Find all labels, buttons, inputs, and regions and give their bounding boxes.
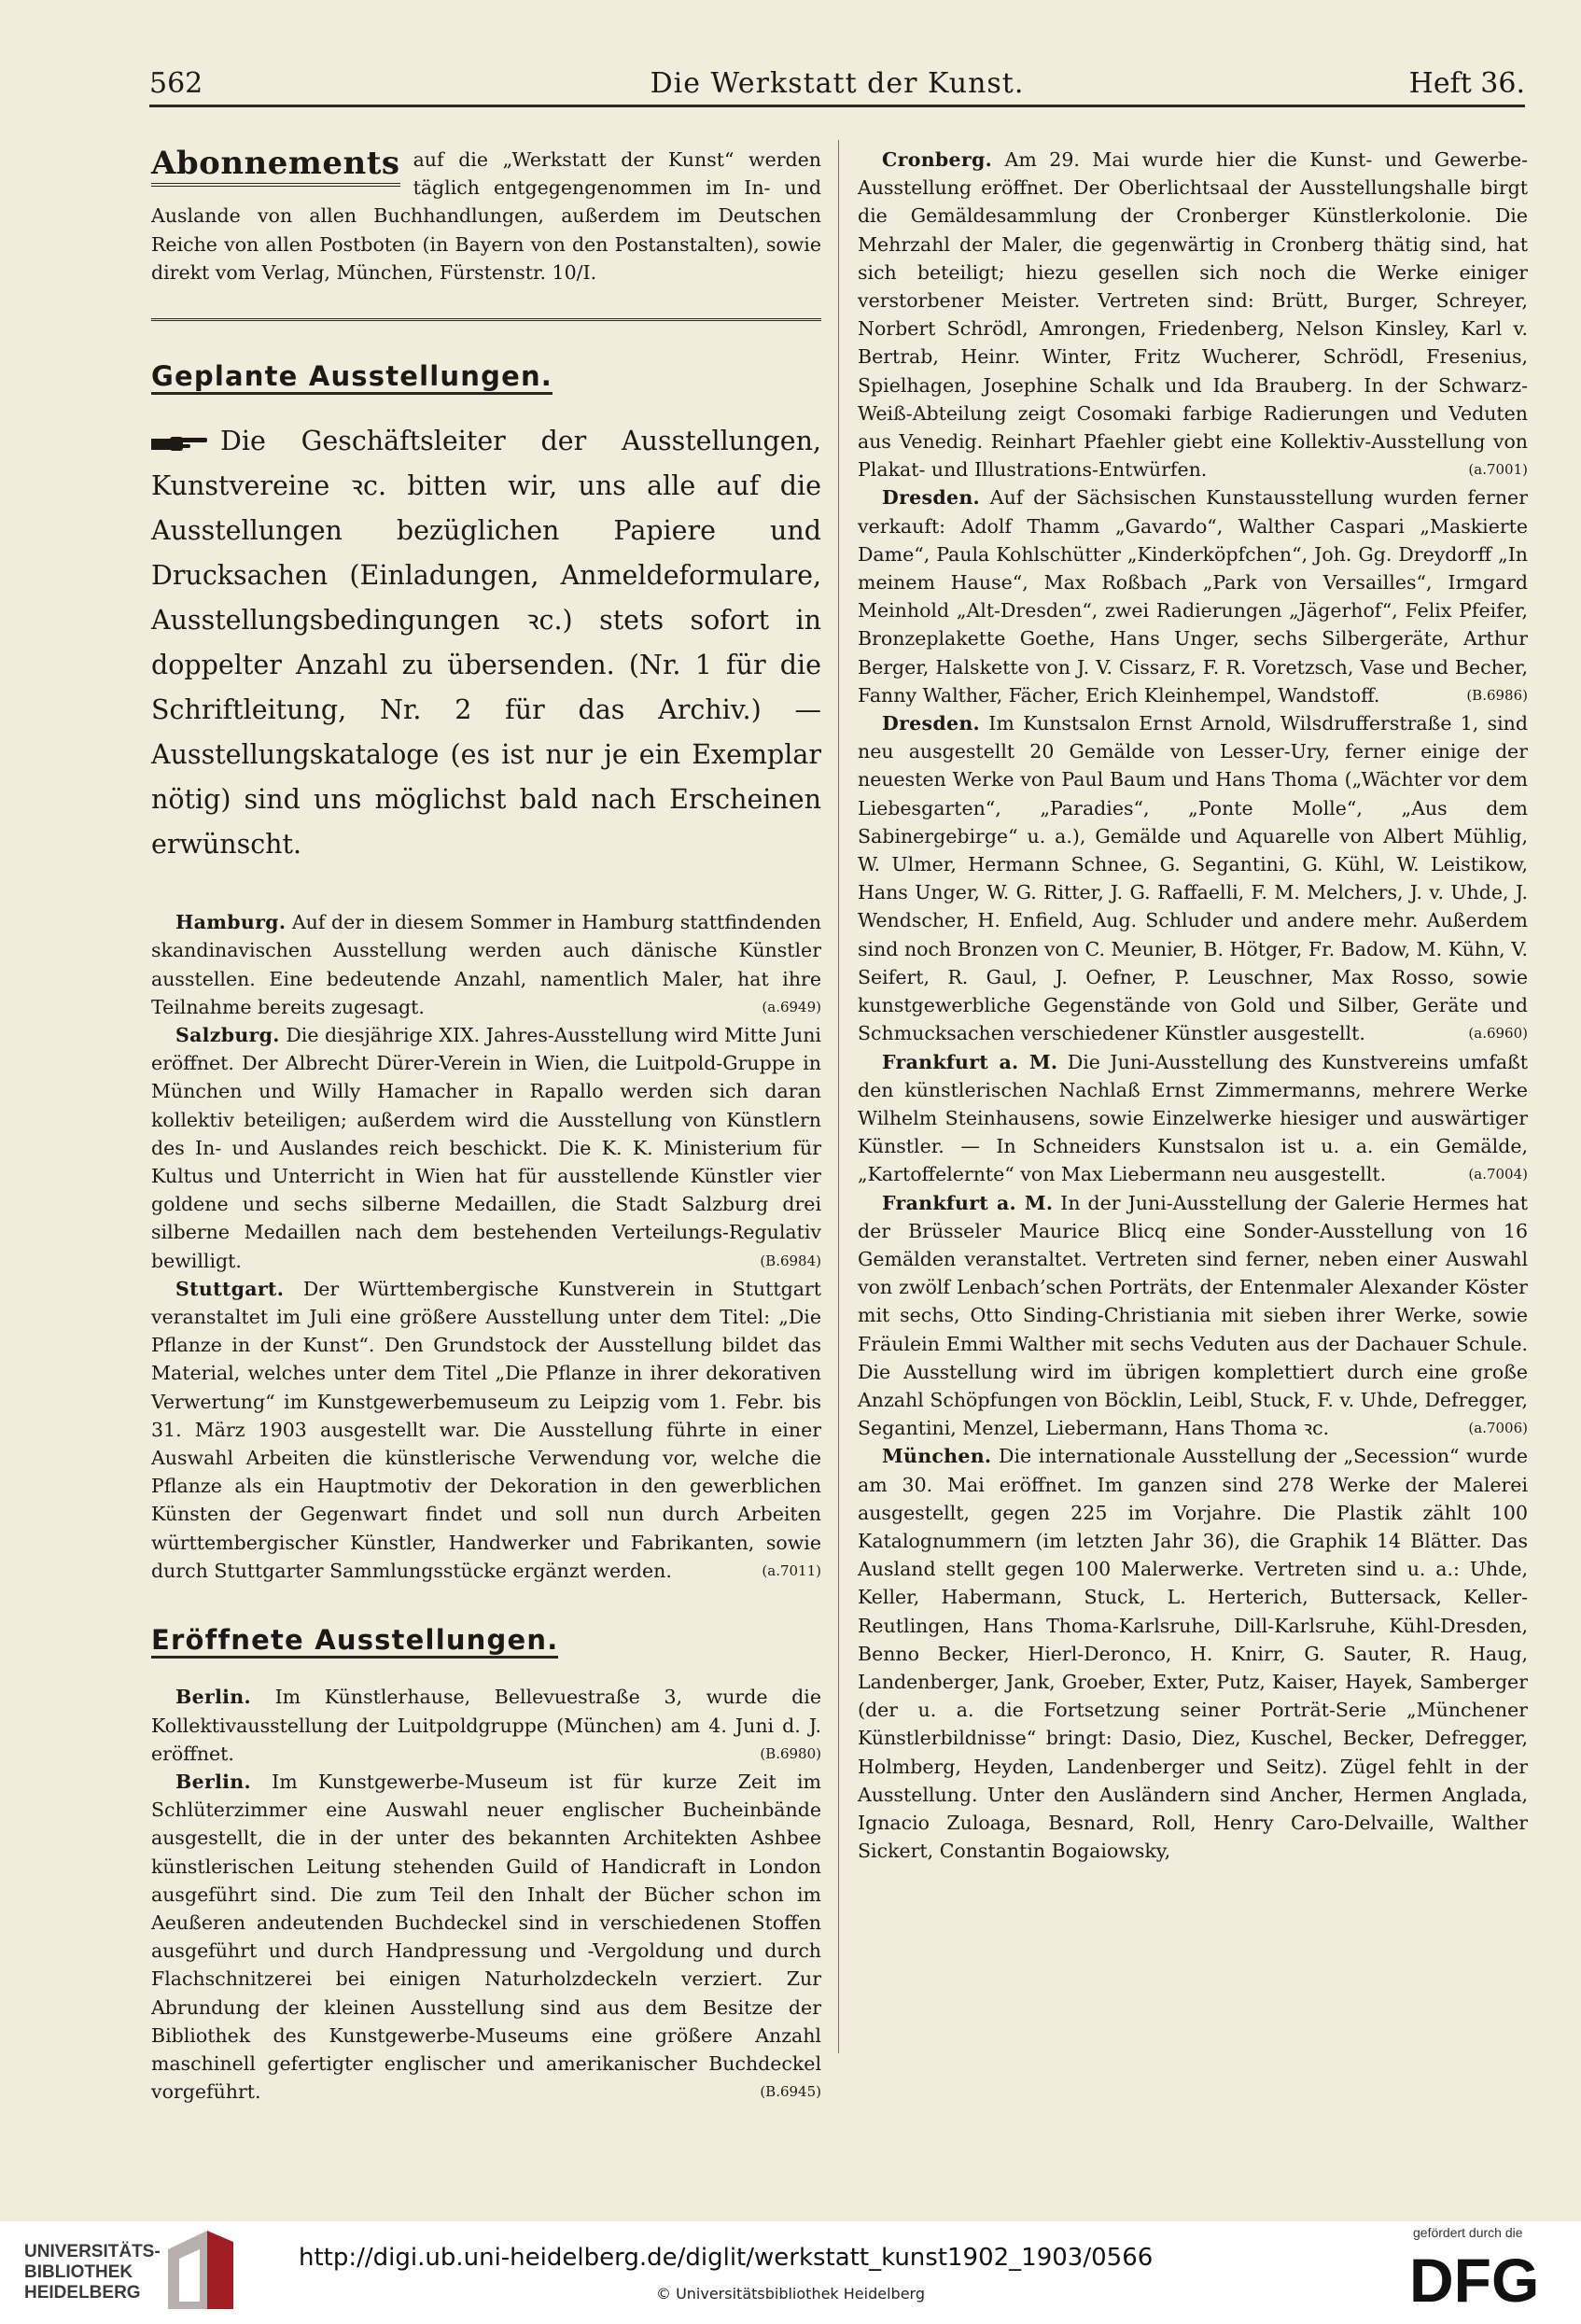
subscription-box <box>151 146 821 287</box>
entry-cronberg <box>858 146 1528 483</box>
library-name-line: UNIVERSITÄTS- <box>24 2242 161 2261</box>
entry-hamburg <box>151 908 821 1021</box>
editorial-notice <box>151 419 821 867</box>
entry-ref: (B.6984) <box>760 1252 821 1269</box>
entry-berlin-2 <box>151 1768 821 2106</box>
entry-city: Stuttgart. <box>175 1277 285 1300</box>
entry-ref: (a.6960) <box>1468 1025 1528 1043</box>
entry-text: Die diesjährige XIX. Jahres-Ausstellung wird Mitte Juni eröffnet. Der Albrecht Dürer-Verein in Wien, die Luitpold-Gruppe in München und Willy Hamacher in Rapallo werden sich daran kollektiv beteiligen; außerdem wird die Ausstellung von Künstlern des In- und Auslandes reich beschickt. Die K. K. Ministerium für Kultus und Unterricht in Wien hat für ausstellende Künstler vier goldene und sechs silberne Medaillen, die Stadt Salzburg drei silberne Medaillen nach dem bestehenden Verteilungs-Regulativ bewilligt. <box>151 1024 821 1272</box>
entry-text: Am 29. Mai wurde hier die Kunst- und Gewerbe-Ausstellung eröffnet. Der Oberlichtsaal der Ausstellungshalle birgt die Gemäldesammlung der Cronberger Künstlerkolonie. Die Mehrzahl der Maler, die gegenwärtig in Cronberg thätig sind, hat sich beteiligt; hiezu gesellen sich noch die Werke einiger verstorbener Meister. Vertreten sind: Brütt, Burger, Schreyer, Norbert Schrödl, Amrongen, Friedenberg, Nelson Kinsley, Karl v. Bertrab, Heinr. Winter, Fritz Wucherer, Schrödl, Fresenius, Spielhagen, Josephine Schalk und Ida Brauberg. In der Schwarz-Weiß-Abteilung zeigt Cosomaki farbige Radierungen und Veduten aus Venedig. Reinhart Pfaehler giebt eine Kollektiv-Ausstellung von Plakat- und Illustrations-Entwürfen. <box>858 148 1528 482</box>
copyright-text: © Universitätsbibliothek Heidelberg <box>655 2285 925 2303</box>
entry-city: Dresden. <box>882 712 980 735</box>
entry-ref: (a.7001) <box>1468 461 1528 479</box>
entry-city: Berlin. <box>175 1686 251 1709</box>
entry-text: Im Kunstsalon Ernst Arnold, Wilsdrufferstraße 1, sind neu ausgestellt 20 Gemälde von Lesser-Ury, ferner einige der neuesten Werke von Paul Baum und Hans Thoma („Wächter vor dem Liebesgarten“, „Paradies“, „Ponte Molle“, „Aus dem Sabinergebirge“ u. a.), Gemälde und Aquarelle von Albert Mühlig, W. Ulmer, Hermann Schnee, G. Segantini, G. Kühl, W. Leistikow, Hans Unger, W. G. Ritter, J. G. Raffaelli, F. M. Melchers, J. v. Uhde, J. Wendscher, H. Enfield, Aug. Schluder und andere mehr. Außerdem sind noch Bronzen von C. Meunier, B. Hötger, Fr. Badow, M. Kühn, V. Seifert, R. Gaul, J. Oefner, P. Leuschner, Max Rosso, sowie kunstgewerbliche Gegenstände von Gold und Silber, Geräte und Schmucksachen verschiedener Künstler ausgestellt. <box>858 712 1528 1045</box>
entry-ref: (B.6986) <box>1466 686 1528 704</box>
entry-berlin-1 <box>151 1683 821 1768</box>
entry-ref: (B.6945) <box>760 2083 821 2101</box>
entry-dresden-2 <box>858 709 1528 1047</box>
column-divider <box>838 140 839 2053</box>
entry-text: Im Künstlerhause, Bellevuestraße 3, wurde die Kollektivausstellung der Luitpoldgruppe (München) am 4. Juni d. J. eröffnet. <box>151 1686 821 1765</box>
entry-city: Frankfurt a. M. <box>882 1191 1054 1214</box>
entry-text: Auf der in diesem Sommer in Hamburg stattfindenden skandinavischen Ausstellung werden auch dänische Künstler ausstellen. Eine bedeutende Anzahl, namentlich Maler, hat ihre Teilnahme bereits zugesagt. <box>151 911 821 1018</box>
entry-frankfurt-2 <box>858 1189 1528 1443</box>
running-header <box>149 58 1525 110</box>
entry-city: Frankfurt a. M. <box>882 1050 1058 1073</box>
entry-text: Im Kunstgewerbe-Museum ist für kurze Zeit im Schlüterzimmer eine Auswahl neuer englischer Bucheinbände ausgestellt, die in der unter des bekannten Architekten Ashbee künstlerischen Leitung stehenden Guild of Handicraft in London ausgeführt sind. Die zum Teil den Inhalt der Bücher schon im Aeußeren andeutenden Buchdeckel sind in verschiedenen Stoffen ausgeführt und durch Handpressung und -Vergoldung und durch Flachschnitzerei bei einigen Naturholzdeckeln verziert. Zur Abrundung der kleinen Ausstellung sind aus dem Besitze der Bibliothek des Kunstgewerbe-Museums eine größere Anzahl maschinell gefertigter englischer und amerikanischer Buchdeckel vorgeführt. <box>151 1770 821 2104</box>
subscription-title: Abonnements <box>151 146 400 187</box>
entry-city: Berlin. <box>175 1770 251 1793</box>
entry-text: Die Juni-Ausstellung des Kunstvereins umfaßt den künstlerischen Nachlaß Ernst Zimmermanns, mehrere Werke Wilhelm Steinhausens, sowie Einzelwerke hiesiger und auswärtiger Künstler. — In Schneiders Kunstsalon ist u. a. ein Gemälde, „Kartoffelernte“ von Max Liebermann neu ausgestellt. <box>858 1050 1528 1186</box>
planned-entries <box>151 908 821 1585</box>
double-rule <box>151 318 821 321</box>
pointing-hand-icon <box>151 433 209 454</box>
dfg-letters: DFG <box>1409 2246 1540 2311</box>
entry-city: Cronberg. <box>882 148 993 171</box>
page-number: 562 <box>149 67 203 100</box>
entry-city: Dresden. <box>882 486 980 510</box>
entry-ref: (a.7011) <box>762 1561 821 1579</box>
notice-text: Die Geschäftsleiter der Ausstellungen, Kunstvereine ꝛc. bitten wir, uns alle auf die Ausstellungen bezüglichen Papiere und Drucksachen (Einladungen, Anmeldeformulare, Ausstellungsbedingungen ꝛc.) stets sofort in doppelter Anzahl zu übersenden. (Nr. 1 für die Schriftleitung, Nr. 2 für das Archiv.) — Ausstellungskataloge (es ist nur je ein Exemplar nötig) sind uns möglichst bald nach Erscheinen erwünscht. <box>151 426 821 861</box>
entry-ref: (a.7004) <box>1468 1166 1528 1183</box>
dfg-logo-icon <box>1406 2244 1564 2311</box>
opened-entries-left <box>151 1683 821 2106</box>
entry-dresden-1 <box>858 483 1528 709</box>
permalink-url[interactable]: http://digi.ub.uni-heidelberg.de/diglit/werkstatt_kunst1902_1903/0566 <box>299 2244 1154 2272</box>
entry-ref: (a.7006) <box>1468 1420 1528 1437</box>
entry-frankfurt-1 <box>858 1048 1528 1189</box>
entry-text: Die internationale Ausstellung der „Secession“ wurde am 30. Mai eröffnet. Im ganzen sind 278 Werke der Malerei ausgestellt, gegen 225 im Vorjahre. Die Plastik zählt 100 Katalognummern (im letzten Jahr 36), die Graphik 14 Blätter. Das Ausland stellt gegen 100 Malerwerke. Vertreten sind u. a.: Uhde, Keller, Habermann, Stuck, L. Herterich, Buttersack, Keller-Reutlingen, Hans Thoma-Karlsruhe, Dill-Karlsruhe, Kühl-Dresden, Benno Becker, Hierl-Deronco, H. Knirr, G. Sauter, R. Haug, Landenberger, Jank, Groeber, Exter, Putz, Kaiser, Hayek, Samberger (der u. a. die Fortsetzung seiner Porträt-Serie „Münchener Künstlerbildnisse“ bringt: Dasio, Diez, Kuschel, Becker, Defregger, Holmberg, Heyden, Landenberger und Seitz). Zügel fehlt in der Ausstellung. Unter den Ausländern sind Ancher, Hermen Anglada, Ignacio Zuloaga, Besnard, Roll, Henry Caro-Delvaille, Walther Sickert, Constantin Bogaiowsky, <box>858 1445 1528 1863</box>
right-column <box>858 146 1528 1865</box>
entry-stuttgart <box>151 1275 821 1585</box>
entry-text: In der Juni-Ausstellung der Galerie Hermes hat der Brüsseler Maurice Blicq eine Sonder-Ausstellung von 16 Gemälden veranstaltet. Vertreten sind ferner, neben einer Auswahl von zwölf Lenbach’schen Porträts, der Entenmaler Alexander Köster mit sechs, Otto Sinding-Christiania mit sieben ihrer Werke, sowie Fräulein Emmi Walther mit sechs Veduten aus der Dachauer Schule. Die Ausstellung wird im übrigen komplettiert durch eine große Anzahl Schöpfungen von Böcklin, Leibl, Stuck, F. v. Uhde, Defregger, Segantini, Menzel, Liebermann, Hans Thoma ꝛc. <box>858 1191 1528 1440</box>
entry-city: München. <box>882 1445 992 1468</box>
section-title-opened: Eröffnete Ausstellungen. <box>151 1626 558 1659</box>
section-title-planned: Geplante Ausstellungen. <box>151 362 553 395</box>
library-name-line: HEIDELBERG <box>24 2283 141 2303</box>
subscription-text: auf die „Werkstatt der Kunst“ werden täglich entgegengenommen im In- und Auslande von allen Buchhandlungen, außerdem im Deutschen Reiche von allen Postboten (in Bayern von den Postanstalten), sowie direkt vom Verlag, München, Fürstenstr. 10/I. <box>151 148 821 284</box>
entry-text: Auf der Sächsischen Kunstausstellung wurden ferner verkauft: Adolf Thamm „Gavardo“, Walther Caspari „Maskierte Dame“, Paula Kohlschütter „Kinderköpfchen“, Joh. Gg. Dreydorff „In meinem Hause“, Max Roßbach „Park von Versailles“, Irmgard Meinhold „Alt-Dresden“, zwei Radierungen „Jägerhof“, Felix Pfeifer, Bronzeplakette Goethe, Hans Unger, sechs Silbergeräte, Arthur Berger, Halskette von J. V. Cissarz, F. R. Voretzsch, Vase und Becher, Fanny Walther, Fächer, Erich Kleinhempel, Wandstoff. <box>858 486 1528 707</box>
library-name-line: BIBLIOTHEK <box>24 2262 133 2282</box>
entry-ref: (B.6980) <box>760 1744 821 1762</box>
entry-city: Salzburg. <box>175 1024 280 1047</box>
entry-salzburg <box>151 1021 821 1275</box>
entry-text: Der Württembergische Kunstverein in Stuttgart veranstaltet im Juli eine größere Ausstellung unter dem Titel: „Die Pflanze in der Kunst“. Den Grundstock der Ausstellung bildet das Material, welches unter dem Titel „Die Pflanze in ihrer dekorativen Verwertung“ im Kunstgewerbemuseum zu Leipzig vom 1. Febr. bis 31. März 1903 ausgestellt war. Die Ausstellung führte in einer Auswahl Arbeiten die künstlerische Verwendung vor, welche die Pflanze als ein Hauptmotiv der Dekoration in den gewerblichen Künsten der Gegenwart findet und soll nun durch Arbeiten württembergischer Künstler, Handwerker und Fabrikanten, sowie durch Stuttgarter Sammlungsstücke ergänzt werden. <box>151 1277 821 1582</box>
issue-number: Heft 36. <box>1408 67 1525 100</box>
journal-title: Die Werkstatt der Kunst. <box>650 67 1025 100</box>
header-rule <box>149 105 1525 107</box>
entry-city: Hamburg. <box>175 911 287 934</box>
left-column <box>151 146 821 2106</box>
funding-note: gefördert durch die <box>1413 2225 1523 2240</box>
entry-ref: (a.6949) <box>762 998 821 1015</box>
entry-muenchen <box>858 1442 1528 1865</box>
